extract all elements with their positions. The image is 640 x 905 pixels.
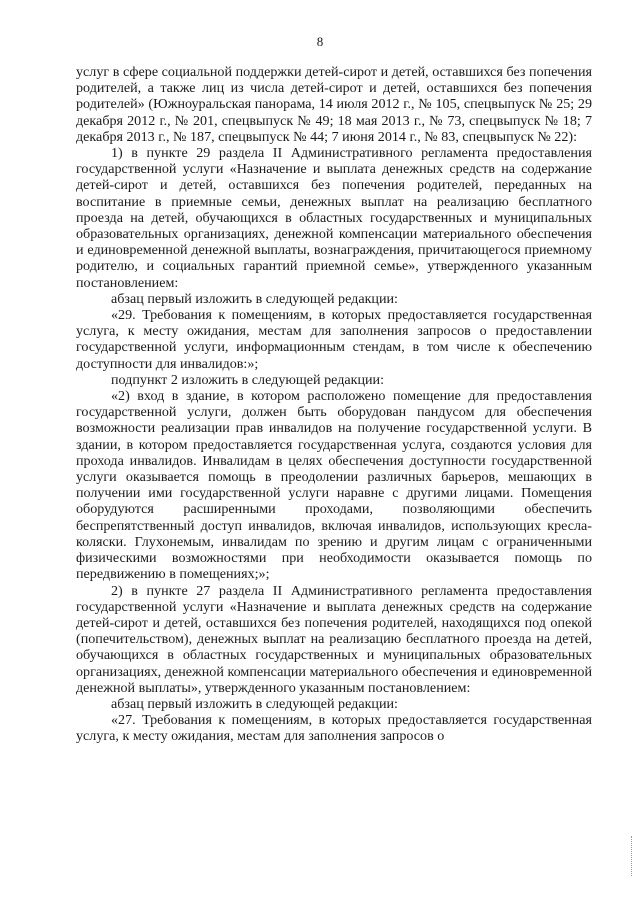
- paragraph: 1) в пункте 29 раздела II Административного регламента предоставления государственной услуги «Назначение и выплата денежных средств на содержание детей-сирот и детей, оставшихся без попечения родителей, переданных на воспитание в приемные семьи, денежных выплат на реализацию бесплатного проезда на детей, обучающихся в областных государственных и муниципальных образовательных организациях, денежной компенсации материального обеспечения и единовременной денежной выплаты, вознаграждения, причитающегося приемному родителю, и социальных гарантий приемной семье», утвержденного указанным постановлением:: [76, 145, 592, 291]
- paragraph: «29. Требования к помещениям, в которых предоставляется государственная услуга, к месту ожидания, местам для заполнения запросов о предоставлении государственной услуги, информационным стендам, в том числе к обеспечению доступности для инвалидов:»;: [76, 307, 592, 372]
- paragraph: подпункт 2 изложить в следующей редакции:: [111, 371, 385, 388]
- paragraph: услуг в сфере социальной поддержки детей-сирот и детей, оставшихся без попечения родителей, а также лиц из числа детей-сирот и детей, оставшихся без попечения родителей» (Южноуральская панорама, 14 июля 2012 г., № 105, спецвыпуск № 25; 29 декабря 2012 г., № 201, спецвыпуск № 49; 18 мая 2013 г., № 73, спецвыпуск № 18; 7 декабря 2013 г., № 187, спецвыпуск № 44; 7 июня 2014 г., № 83, спецвыпуск № 22):: [76, 64, 592, 145]
- paragraph: абзац первый изложить в следующей редакции:: [111, 695, 398, 712]
- paragraph: 2) в пункте 27 раздела II Административного регламента предоставления государственной услуги «Назначение и выплата денежных средств на содержание детей-сирот и детей, оставшихся без попечения родителей, находящихся под опекой (попечительством), денежных выплат на реализацию бесплатного проезда на детей, обучающихся в областных государственных и муниципальных образовательных организациях, денежной компенсации материального обеспечения и единовременной денежной выплаты», утвержденного указанным постановлением:: [76, 582, 592, 696]
- scan-edge-mark: [631, 836, 634, 876]
- paragraph: «2) вход в здание, в котором расположено помещение для предоставления государственной услуги, должен быть оборудован пандусом для обеспечения возможности реализации прав инвалидов на получение государственной услуги. В здании, в котором предоставляется государственная услуга, создаются условия для прохода инвалидов. Инвалидам в целях обеспечения доступности государственной услуги оказывается помощь в преодолении различных барьеров, мешающих в получении ими государственной услуги наравне с другими лицами. Помещения оборудуются расширенными проходами, позволяющими обеспечить беспрепятственный доступ инвалидов, включая инвалидов, использующих кресла-коляски. Глухонемым, инвалидам по зрению и другим лицам с ограниченными физическими возможностями при необходимости оказывается помощь по передвижению в помещениях;»;: [76, 388, 592, 583]
- paragraph: «27. Требования к помещениям, в которых предоставляется государственная услуга, к месту ожидания, местам для заполнения запросов о: [76, 712, 592, 745]
- page-number: 8: [316, 34, 324, 49]
- document-body: [76, 64, 592, 745]
- paragraph: абзац первый изложить в следующей редакции:: [111, 290, 398, 307]
